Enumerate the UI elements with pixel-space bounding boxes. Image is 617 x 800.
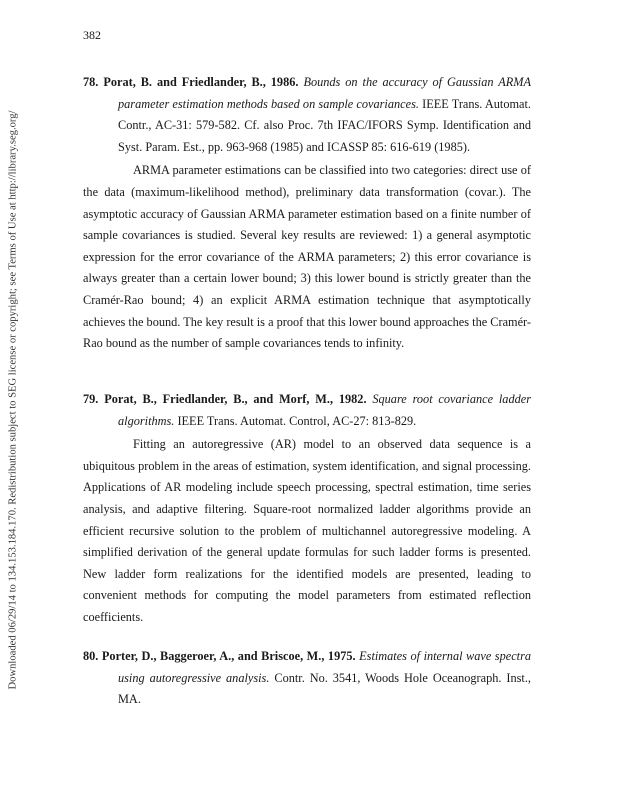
entry-source: IEEE Trans. Automat. Contr., AC-31: 579-582. Cf. also Proc. 7th IFAC/IFORS Symp. Identification and Syst. Param. Est., pp. 963-968 (1985) and ICASSP 85: 616-619 (1985). (118, 96, 532, 154)
entry-title: Square root covariance ladder algorithms. (118, 392, 531, 428)
entry-source: IEEE Trans. Automat. Control, AC-27: 813-829. (177, 413, 417, 428)
entry-abstract: ARMA parameter estimations can be classified into two categories: direct use of the data (maximum-likelihood method), preliminary data transformation (covar.). The asymptotic accuracy of Gaussian ARMA parameter estimation based on a finite number of sample covariances is studied. Several key results are reviewed: 1) a general asymptotic expression for the error covariance of the ARMA parameters; 2) this error covariance is always greater than a certain lower bound; 3) this lower bound is strictly greater than the Cramér-Rao bound; 4) an explicit ARMA estimation technique that asymptotically achieves the bound. The key result is a proof that this lower bound approaches the Cramér-Rao bound as the number of sample covariances tends to infinity. (83, 163, 531, 351)
reference-entry (83, 646, 531, 711)
citation (83, 389, 531, 432)
entry-number: 80. (83, 649, 99, 663)
reference-entry (83, 389, 531, 629)
entry-authors: Porter, D., Baggeroer, A., and Briscoe, M., 1975. (101, 649, 356, 663)
entry-title: Estimates of internal wave spectra using autoregressive analysis. (118, 649, 532, 685)
entry-number: 79. (83, 392, 99, 406)
entry-authors: Porat, B., Friedlander, B., and Morf, M., 1982. (104, 392, 367, 406)
page-number: 382 (83, 28, 101, 42)
entry-authors: Porat, B. and Friedlander, B., 1986. (103, 75, 299, 89)
citation (83, 72, 531, 158)
download-notice-text: Downloaded 06/29/14 to 134.153.184.170. Redistribution subject to SEG license or copyright; see Terms of Use at http://library.seg.org/ (7, 110, 19, 690)
entry-source: Contr. No. 3541, Woods Hole Oceanograph. Inst., MA. (118, 670, 531, 707)
reference-entry (83, 72, 531, 355)
entry-abstract: Fitting an autoregressive (AR) model to an observed data sequence is a ubiquitous problem in the areas of estimation, system identification, and signal processing. Applications of AR modeling include speech processing, spectral estimation, time series analysis, and adaptive filtering. Square-root normalized ladder algorithms provide an efficient recursive solution to the problem of multichannel autoregressive modeling. A simplified derivation of the general update formulas for such ladder forms is presented. New ladder form realizations for the identified models are presented, leading to convenient methods for computing the model parameters from estimated reflection coefficients. (83, 437, 531, 624)
entry-number: 78. (83, 75, 99, 89)
citation (83, 646, 531, 711)
entry-title: Bounds on the accuracy of Gaussian ARMA parameter estimation methods based on sample covariances. (118, 75, 532, 111)
download-notice (0, 100, 26, 700)
